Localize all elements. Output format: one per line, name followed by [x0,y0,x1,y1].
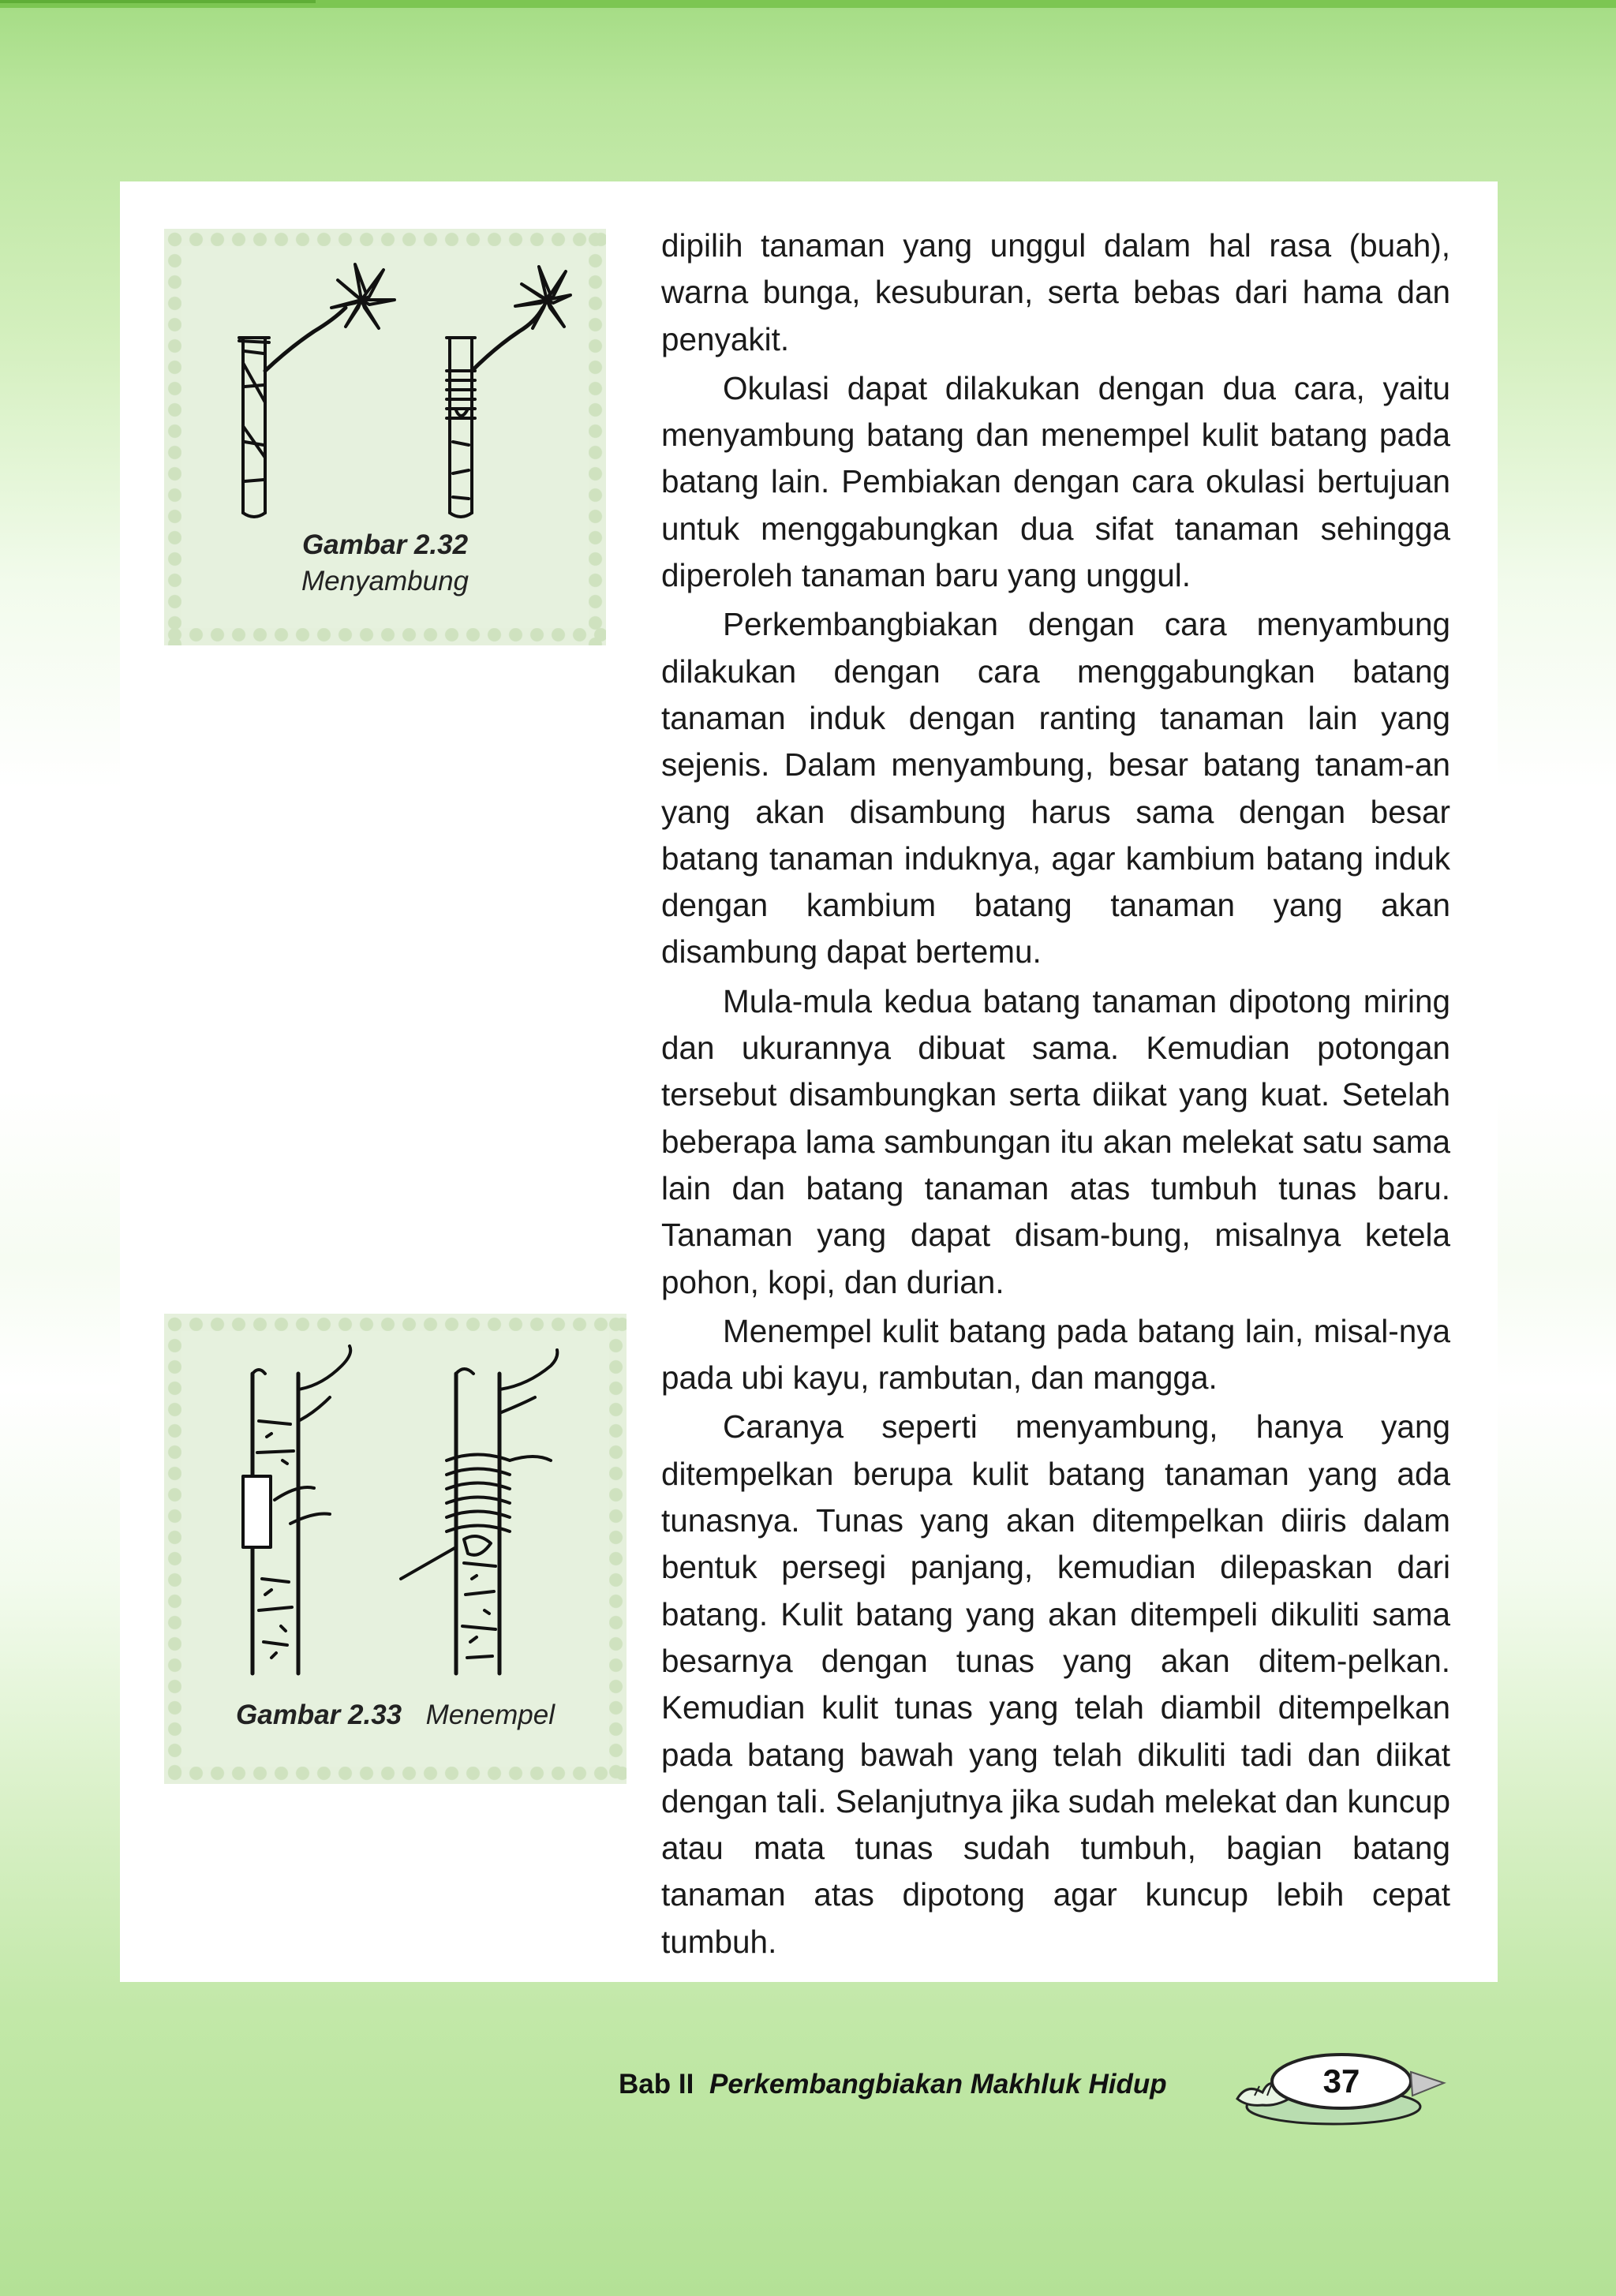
paragraph: Caranya seperti menyambung, hanya yang ditempelkan berupa kulit batang tanaman yang ada tunasnya. Tunas yang akan ditempelkan diiris dalam bentuk persegi panjang, kemudian dilepaskan dari batang. Kulit batang yang akan ditempeli dikuliti sama besarnya dengan tunas yang akan ditem-pelkan. Kemudian kulit tunas yang telah diambil ditempelkan pada batang bawah yang telah dikuliti tadi dan diikat dengan tali. Selanjutnya jika sudah melekat dan kuncup atau mata tunas sudah tumbuh, bagian batang tanaman atas dipotong agar kuncup lebih cepat tumbuh. [661,1408,1450,1960]
paragraph: Menempel kulit batang pada batang lain, misal-nya pada ubi kayu, rambutan, dan mangga. [661,1312,1450,1397]
paragraph: Okulasi dapat dilakukan dengan dua cara, yaitu menyambung batang dan menempel kulit batang pada batang lain. Pembiakan dengan cara okulasi bertujuan untuk menggabungkan dua sifat tanaman sehingga diperoleh tanaman baru yang unggul. [661,369,1450,594]
figure-caption [164,1697,627,1739]
page-footer [619,2069,1167,2100]
figure-title: Menyambung [301,566,469,596]
page-number: 37 [1322,2062,1360,2100]
figure-caption [164,527,606,600]
body-text [661,222,1450,1965]
figure-number: Gambar 2.33 [236,1700,402,1730]
paragraph: dipilih tanaman yang unggul dalam hal rasa (buah), warna bunga, kesuburan, serta bebas dari hama dan penyakit. [661,227,1450,357]
grafting-illustration [196,252,574,552]
paragraph: Mula-mula kedua batang tanaman dipotong miring dan ukurannya dibuat sama. Kemudian potongan tersebut disambungkan serta diikat yang kuat. Setelah beberapa lama sambungan itu akan melekat satu sama lain dan batang tanaman atas tumbuh tunas baru. Tanaman yang dapat disam-bung, misalnya ketela pohon, kopi, dan durian. [661,982,1450,1300]
top-border-accent [0,0,316,3]
chapter-subtitle: Perkembangbiakan Makhluk Hidup [709,2069,1167,2100]
figure-menyambung [164,229,606,645]
chapter-label: Bab II [619,2069,694,2100]
figure-menempel [164,1314,627,1784]
paragraph: Perkembangbiakan dengan cara menyambung dilakukan dengan cara menggabungkan batang tanaman induk dengan ranting tanaman lain yang sejenis. Dalam menyambung, besar batang tanam-an yang akan disambung harus sama dengan besar batang tanaman induknya, agar kambium batang induk dengan kambium batang tanaman yang akan disambung dapat bertemu. [661,606,1450,970]
budding-illustration [196,1342,590,1689]
figure-number: Gambar 2.32 [301,529,469,560]
figure-title: Menempel [425,1700,555,1730]
